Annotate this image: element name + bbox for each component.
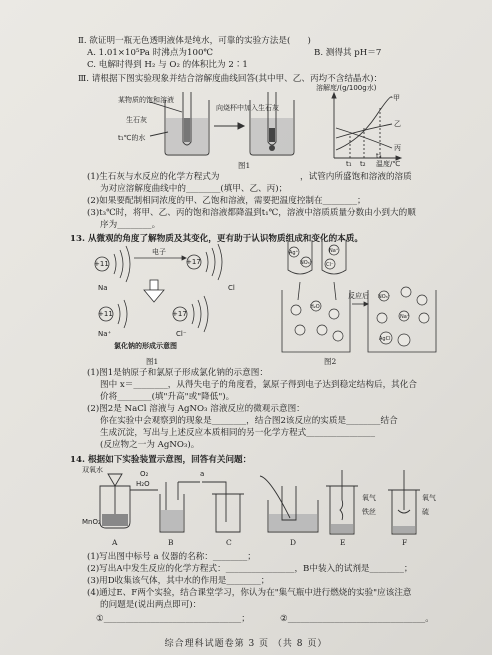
- app-label-a: A: [112, 538, 118, 547]
- graph-xlabel: 温度/℃: [376, 160, 401, 168]
- q13-sub1: (1)图1是钠原子和氯原子形成氯化钠的示意图：: [87, 368, 268, 378]
- q14-blank2: ②________________________________。: [280, 614, 434, 624]
- fig1-subcaption: 氯化钠的形成示意图: [114, 342, 177, 350]
- particle-after-no3: NO₃⁻: [378, 294, 391, 300]
- particle-agcl: AgCl: [379, 336, 391, 342]
- q3-sub1b: ，试管内所盛饱和溶液的溶质: [300, 172, 412, 182]
- q2-option-c: C. 电解时得到 H₂ 与 O₂ 的体积比为 2∶1: [87, 60, 248, 70]
- label-oxygen-f: 氧气: [422, 494, 436, 502]
- nucleus-na-ion: +11: [98, 310, 113, 318]
- particle-ag: Ag⁺: [289, 250, 299, 256]
- q14-sub4b: 的问题是(说出两点即可)：: [100, 600, 202, 610]
- app-label-f: F: [402, 538, 408, 547]
- q2-stem: Ⅱ. 欲证明一瓶无色透明液体是纯水，可靠的实验方法是( ): [78, 36, 311, 46]
- particle-na: Na⁺: [329, 248, 339, 254]
- q14-sub3: (3)用D收集该气体，其中水的作用是________；: [87, 576, 270, 586]
- nucleus-na: +11: [94, 260, 109, 268]
- label-electron: 电子: [152, 248, 166, 256]
- atom-na: Na: [98, 284, 108, 292]
- label-add-quicklime: 向烧杯中加入生石灰: [216, 104, 279, 112]
- atom-cl: Cl: [228, 284, 235, 292]
- label-o2: O₂: [140, 470, 149, 478]
- q3-sub1a: (1)生石灰与水反应的化学方程式为: [87, 172, 220, 182]
- q13-sub1c: 价将________(填"升高"或"降低")。: [100, 392, 235, 402]
- nucleus-cl-ion: +17: [172, 310, 187, 318]
- series-label-jia: 甲: [393, 94, 400, 102]
- q3-sub2: (2)如果要配制相同浓度的甲、乙饱和溶液，需要把温度控制在________；: [87, 196, 366, 206]
- q3-sub3b: 序为________。: [100, 220, 161, 230]
- particle-no3: NO₃⁻: [300, 260, 313, 266]
- q13-sub2d: (反应物之一为 AgNO₃)。: [100, 440, 200, 450]
- q3-sub1c: 为对应溶解度曲线中的________(填甲、乙、丙)；: [100, 184, 288, 194]
- label-sulfur: 硫: [422, 508, 429, 516]
- series-label-bing: 丙: [394, 144, 401, 152]
- tick-t1: t₁: [346, 160, 352, 168]
- q13-title: 13. 从微观的角度了解物质及其变化，更有助于认识物质组成和变化的本质。: [70, 234, 363, 244]
- particle-water: H₂O: [310, 304, 320, 310]
- q3-stem: Ⅲ. 请根据下图实验现象并结合溶解度曲线回答(其中甲、乙、丙均不含结晶水)：: [78, 74, 383, 84]
- label-water: t₁℃的水: [118, 134, 146, 142]
- q14-blank1: ①________________________________；: [96, 614, 250, 624]
- particle-after-na: Na⁺: [400, 314, 410, 320]
- q13-sub2c: 生成沉淀，写出与上述反应本质相同的另一化学方程式________________: [100, 428, 376, 438]
- graph-ylabel: 溶解度/(g/100g水): [316, 84, 377, 92]
- particle-cl: Cl⁻: [326, 262, 334, 268]
- app-label-b: B: [168, 538, 174, 547]
- series-label-yi: 乙: [394, 120, 401, 128]
- ion-na: Na⁺: [98, 330, 112, 338]
- app-label-c: C: [226, 538, 232, 547]
- ion-cl: Cl⁻: [176, 330, 187, 338]
- q13-sub2b: 你在实验中会观察到的现象是________，结合图2该反应的实质是________结合: [100, 416, 398, 426]
- label-h2o2: 双氧水: [82, 466, 103, 474]
- label-h2o: H₂O: [136, 480, 150, 488]
- q2-option-b: B. 测得其 pH＝7: [314, 48, 382, 58]
- tick-t2: t₂: [360, 160, 366, 168]
- q14-sub4: (4)通过E、F两个实验，结合课堂学习，你认为在"集气瓶中进行燃烧的实验"应该注意: [87, 588, 412, 598]
- q14-sub2: (2)写出A中发生反应的化学方程式：________________，B中装入的试剂是________；: [87, 564, 413, 574]
- fig2-caption: 图2: [324, 357, 337, 366]
- q14-title: 14. 根据如下实验装置示意图，回答有关问题：: [70, 455, 252, 465]
- label-oxygen-e: 氧气: [362, 494, 376, 502]
- label-a: a: [200, 470, 205, 478]
- label-iron-wire: 铁丝: [362, 508, 376, 516]
- label-mno2: MnO₂: [82, 518, 101, 526]
- fig1-caption: 图1: [146, 357, 159, 366]
- q14-sub1: (1)写出图中标号 a 仪器的名称：________；: [87, 552, 256, 562]
- app-label-d: D: [290, 538, 297, 547]
- app-label-e: E: [340, 538, 346, 547]
- q13-sub1b: 图中 x＝________，从得失电子的角度看，氯原子得到电子达到稳定结构后，其化合: [100, 380, 417, 390]
- nucleus-cl: +17: [186, 258, 201, 266]
- q2-option-a: A. 1.01×10⁵Pa 时沸点为100℃: [87, 48, 214, 58]
- page-footer: 综合理科试题卷第 3 页 （共 8 页）: [164, 639, 328, 649]
- label-saturated-solution: 某物质的饱和溶液: [118, 96, 174, 104]
- label-quicklime: 生石灰: [126, 116, 147, 124]
- tick-t3: t₃: [376, 152, 382, 160]
- q13-sub2: (2)图2是 NaCl 溶液与 AgNO₃ 溶液反应的微观示意图：: [87, 404, 305, 414]
- q3-sub3a: (3)t₃℃时，将甲、乙、丙的饱和溶液都降温到t₁℃，溶液中溶质质量分数由小到大的顺: [87, 208, 416, 218]
- figure-caption-q3: 图1: [238, 161, 251, 170]
- label-after-reaction: 反应后: [348, 292, 369, 300]
